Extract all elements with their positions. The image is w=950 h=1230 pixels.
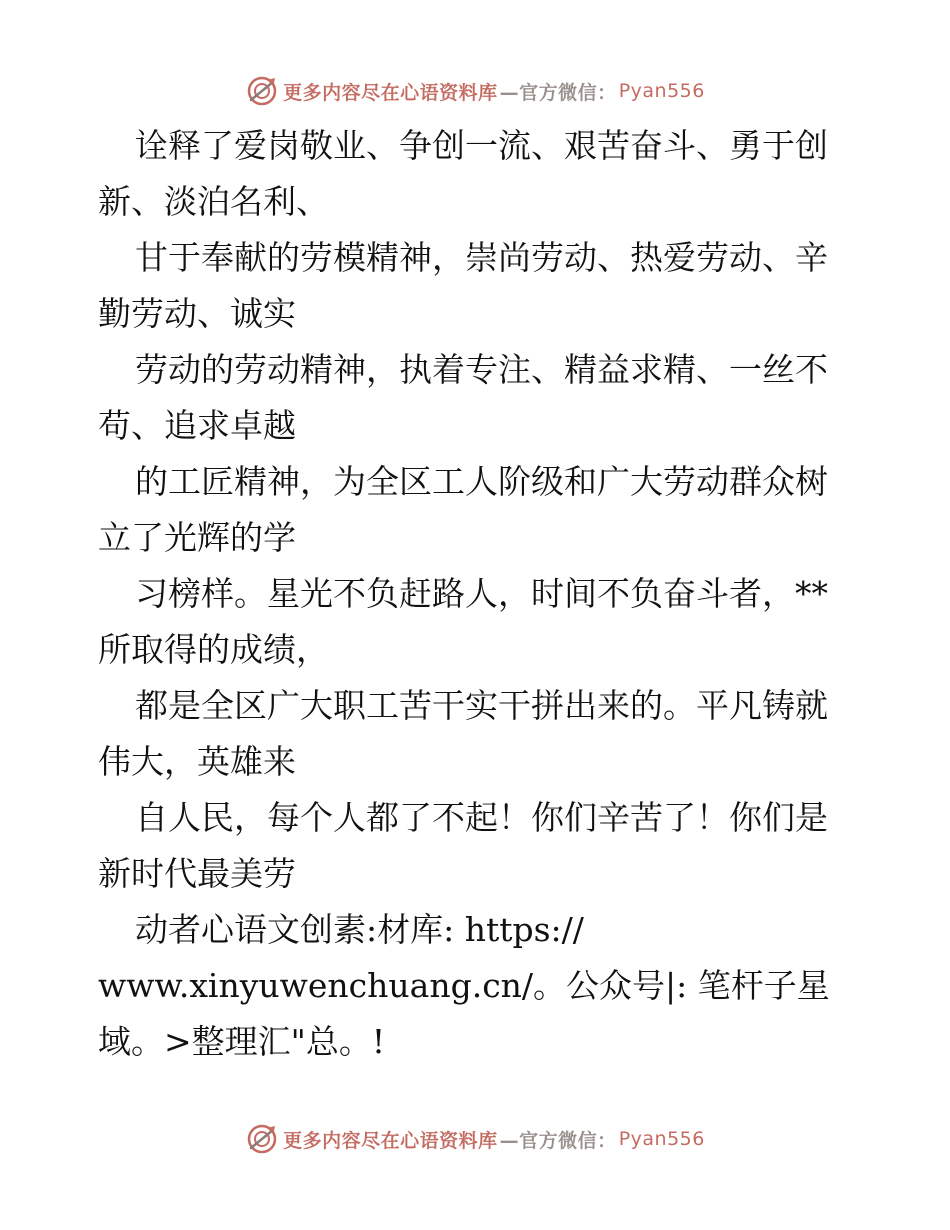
paragraph-line: 甘于奉献的劳模精神，崇尚劳动、热爱劳动、辛	[135, 238, 828, 277]
brand-logo-icon	[245, 74, 279, 108]
banner-site-name: 更多内容尽在心语资料库	[283, 81, 498, 104]
footer-watermark	[0, 1119, 950, 1159]
paragraph-line: 伟大，英雄来	[98, 742, 296, 781]
paragraph-line: 苟、追求卓越	[98, 406, 296, 445]
paragraph	[98, 678, 858, 790]
paragraph-last	[98, 902, 858, 1070]
paragraph	[98, 118, 858, 230]
paragraph-line: 都是全区广大职工苦干实干拼出来的。平凡铸就	[135, 686, 828, 725]
paragraph-line: 勤劳动、诚实	[98, 294, 296, 333]
paragraph-line: 劳动的劳动精神，执着专注、精益求精、一丝不	[135, 350, 828, 389]
banner-wechat-label: —官方微信：	[499, 81, 617, 104]
banner-site-name: 更多内容尽在心语资料库	[283, 1129, 498, 1152]
paragraph-line: 自人民，每个人都了不起！你们辛苦了！你们是	[135, 798, 828, 837]
paragraph-line: 新、淡泊名利、	[98, 182, 329, 221]
paragraph	[98, 454, 858, 566]
paragraph-line: 的工匠精神，为全区工人阶级和广大劳动群众树	[135, 462, 828, 501]
header-watermark	[0, 71, 950, 111]
paragraph-line: 动者心语文创素:材库: https://	[135, 910, 584, 949]
paragraph-line: 诠释了爱岗敬业、争创一流、艰苦奋斗、勇于创	[135, 126, 828, 165]
banner-wechat-label: —官方微信：	[499, 1129, 617, 1152]
paragraph-line: 新时代最美劳	[98, 854, 296, 893]
brand-logo-icon	[245, 1122, 279, 1156]
banner-wechat-id: Pyan556	[618, 1128, 705, 1150]
banner-wechat-id: Pyan556	[618, 80, 705, 102]
paragraph-line: 所取得的成绩，	[98, 630, 329, 669]
paragraph	[98, 790, 858, 902]
paragraph-line: 域。>整理汇"总。!	[98, 1022, 386, 1061]
document-body	[98, 118, 858, 1070]
url-line: www.xinyuwenchuang.cn/。公众号|: 笔杆子星	[98, 966, 830, 1005]
paragraph	[98, 230, 858, 342]
paragraph	[98, 342, 858, 454]
paragraph	[98, 566, 858, 678]
paragraph-line: 习榜样。星光不负赶路人，时间不负奋斗者，**	[135, 574, 828, 613]
paragraph-line: 立了光辉的学	[98, 518, 296, 557]
